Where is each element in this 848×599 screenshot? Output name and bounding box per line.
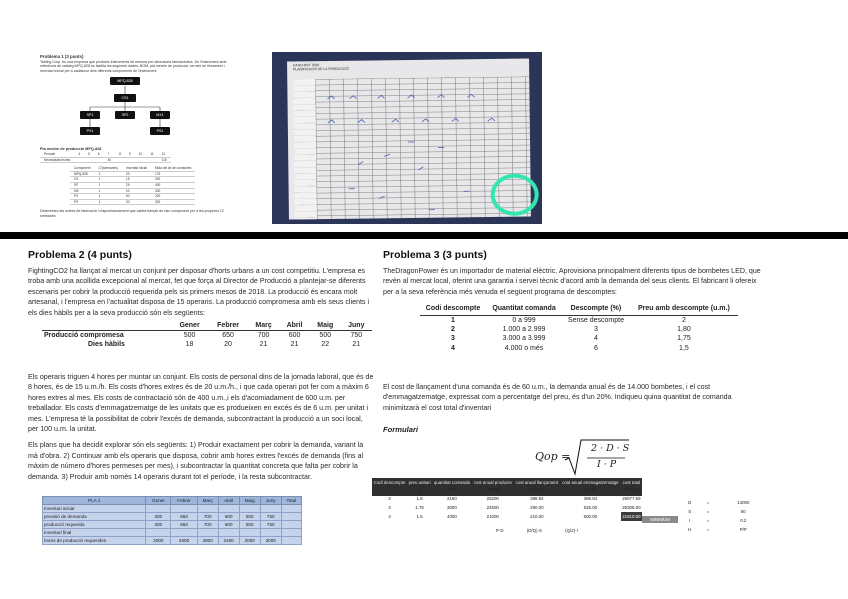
worksheet-header: CASO MST 2016	[293, 63, 320, 68]
table-cell: 28000	[486, 487, 499, 492]
table-cell: Necessitats brutes	[40, 157, 74, 163]
table-cell	[281, 521, 301, 529]
table-cell: 4	[74, 152, 84, 157]
table-cell: 4	[594, 335, 598, 343]
table-header: Juny	[260, 497, 281, 505]
table-cell: 4000	[447, 514, 457, 519]
table-cell: 0.2	[740, 518, 747, 523]
table-cell	[146, 157, 157, 163]
table-cell: 3	[388, 505, 391, 510]
divider-band	[0, 232, 848, 239]
table-cell: 22	[321, 341, 330, 348]
table-cell: 2	[451, 325, 455, 333]
table-cell: 1	[94, 188, 121, 194]
table-cell: Dies hàbils	[87, 341, 125, 348]
table-cell: 115	[158, 157, 171, 163]
table-header: Abril	[218, 497, 239, 505]
table-cell	[218, 505, 239, 513]
eoq-parameters	[680, 498, 770, 534]
table-row	[70, 166, 195, 171]
table-cell: 2600	[171, 537, 197, 545]
table-header: cost anual emmagatzematge	[562, 480, 619, 485]
problem2-body	[28, 372, 374, 488]
table-cell: 9	[125, 152, 135, 157]
table-cell: 15	[122, 177, 151, 183]
table-cell: 24500	[486, 505, 499, 510]
table-cell: CS	[70, 177, 94, 183]
worksheet-paper	[287, 59, 531, 220]
table-cell: 1.5	[416, 514, 423, 519]
table-cell: I	[689, 518, 691, 523]
table-header: Febrer	[208, 321, 248, 331]
worksheet-photo	[272, 52, 542, 224]
bom-node: SP2	[115, 111, 135, 119]
table-header	[42, 321, 171, 331]
table-cell: 750	[350, 332, 363, 339]
table-row	[43, 505, 302, 513]
minimum-badge: MINIMUM	[642, 516, 678, 523]
table-cell: 388.84	[530, 496, 544, 501]
table-cell-highlight: 21810.00	[622, 514, 641, 519]
table-cell: 21	[290, 341, 299, 348]
table-cell: 1.75	[415, 505, 424, 510]
table-cell: 6	[94, 152, 104, 157]
table-row	[372, 512, 642, 521]
worksheet-subheader: PLANIFICACIÓ DE LA PRODUCCIÓ	[293, 66, 349, 72]
table-row	[42, 340, 372, 349]
table-cell: 18	[185, 341, 194, 348]
table-cell	[74, 157, 84, 163]
table-cell: 10	[135, 152, 147, 157]
table-cell: 20	[122, 188, 151, 194]
table-row	[420, 334, 738, 343]
bom-node: PS1	[150, 127, 170, 135]
formula-lhs: Qop =	[535, 450, 571, 463]
table-cell: 525.00	[583, 505, 598, 510]
table-cell: 1,5	[679, 344, 689, 352]
eoq-spreadsheet	[372, 478, 770, 542]
table-header: Quantitat comanda	[486, 304, 562, 315]
table-header: Abril	[279, 321, 310, 331]
table-cell: 650	[171, 513, 197, 521]
table-cell: 500	[183, 332, 196, 339]
table-header: Març	[197, 497, 218, 505]
table-cell	[239, 529, 260, 537]
table-cell: 600	[288, 332, 301, 339]
table-cell: 300	[146, 513, 171, 521]
footer-formula: P·D	[496, 528, 504, 533]
table-cell: =	[706, 500, 710, 505]
plan1-spreadsheet	[42, 496, 302, 545]
table-cell: 3	[594, 325, 598, 333]
table-row	[372, 503, 642, 512]
table-header: Febrer	[171, 497, 197, 505]
table-header-row	[42, 321, 372, 331]
problem3-intro: TheDragonPower és un importador de material elèctric. Aprovisiona principalment diferents tipus de bombetes LED, que revèn al mercat local, oferint una garantia i servei tècnic d'acord amb la demanda del seus clients. El fabricant li ofereix per a la seva referència més venuda el següent programa de descomptes:	[383, 267, 761, 296]
table-cell: MPQ-828	[70, 171, 94, 177]
table-cell	[197, 529, 218, 537]
table-cell: =	[706, 518, 710, 523]
table-cell: 60	[740, 509, 746, 514]
table-cell: 3.000 a 3.999	[502, 335, 546, 343]
problem3-section	[383, 248, 763, 297]
table-header-row	[43, 497, 302, 505]
table-cell: Inventari final	[43, 529, 146, 537]
table-cell: H	[688, 527, 692, 532]
table-cell: 600	[218, 513, 239, 521]
table-cell: 1	[94, 171, 121, 177]
table-cell	[239, 505, 260, 513]
table-cell: 2	[388, 496, 391, 501]
table-cell	[218, 529, 239, 537]
table-header: Març	[248, 321, 279, 331]
eoq-table	[372, 480, 642, 521]
table-header: Component	[70, 166, 94, 171]
plan-table	[40, 152, 230, 205]
table-cell: 40	[104, 157, 116, 163]
table-header-row	[372, 480, 642, 485]
table-cell: Període	[40, 152, 74, 157]
footer-formula: (D/Q)·S	[526, 528, 542, 533]
problem1-thumbnail	[40, 55, 230, 225]
table-cell: 2	[418, 487, 421, 492]
table-row	[42, 331, 372, 341]
table-cell: 4	[388, 514, 391, 519]
problem2-title: Problema 2 (4 punts)	[28, 249, 132, 261]
bom-node: MX1	[150, 111, 170, 119]
table-cell: 21000	[486, 514, 499, 519]
table-cell: 2	[681, 316, 686, 324]
table-cell	[281, 537, 301, 545]
table-cell	[281, 505, 301, 513]
table-cell: 8	[115, 152, 125, 157]
table-cell: 200	[151, 194, 195, 200]
table-cell: 11	[146, 152, 157, 157]
table-cell: 199.80	[583, 487, 598, 492]
table-cell: 3000	[447, 505, 457, 510]
table-row	[680, 525, 770, 534]
table-cell	[94, 157, 104, 163]
table-cell: Sense descompte	[567, 316, 624, 324]
table-cell: 25305.00	[622, 505, 641, 510]
table-cell: 600	[218, 521, 239, 529]
table-row	[420, 315, 738, 325]
table-cell: 1,80	[677, 325, 691, 333]
table-header: preu unitari	[408, 480, 431, 485]
table-cell: Producció compromesa	[44, 332, 124, 339]
table-row	[43, 513, 302, 521]
table-header: LT(setmanes)	[94, 166, 121, 171]
table-cell	[281, 529, 301, 537]
table-cell: 1	[451, 316, 455, 324]
table-cell: 650	[171, 521, 197, 529]
table-header-row	[420, 304, 738, 315]
discount-table	[420, 304, 738, 353]
problem3-title: Problema 3 (3 punts)	[383, 249, 487, 261]
table-cell: 3	[451, 335, 455, 343]
table-row	[420, 325, 738, 334]
table-cell: 210.00	[530, 514, 544, 519]
table-cell: 0 a 999	[512, 316, 536, 324]
table-cell	[115, 157, 125, 163]
table-cell: 600.00	[583, 514, 598, 519]
table-cell: 1.8	[416, 496, 423, 501]
table-cell: 20	[224, 341, 232, 348]
table-cell: 300	[151, 188, 195, 194]
table-cell: 3000	[260, 537, 281, 545]
bom-tree	[40, 77, 230, 147]
table-header: Preu amb descompte (u.m.)	[630, 304, 738, 315]
table-cell: 29040.64	[622, 487, 641, 492]
problem3-body: El cost de llançament d'una comanda és de 60 u.m., la demanda anual és de 14.000 bombetes, i el cost d'emmagatzematge, expressat com a percentatge del preu, és d'un 20%. Indiqueu quina quantitat de comanda minimitzarà el cost total d'inventari	[383, 383, 732, 412]
table-header: Maig	[239, 497, 260, 505]
problem1-title: Problema 1 (3 punts)	[40, 54, 84, 59]
table-cell	[135, 157, 147, 163]
table-cell: 4	[451, 344, 455, 352]
table-cell	[146, 505, 171, 513]
table-cell: 300	[151, 177, 195, 183]
table-cell: 280.00	[530, 505, 544, 510]
table-cell: 5	[84, 152, 94, 157]
spreadsheet-footer	[496, 528, 646, 533]
problem2-costs: Els operaris triguen 4 hores per muntar un conjunt. Els costs de personal dins de la jornada laboral, que és de 8 hores, és de 15 u.m./h. Els costs d'hores extres és de 20 u.m./h., i que cada operari pot fer com a màxim 6 hores extres al mes. Els costs de contractació són de 400 u.m.,i els d'acomiadament de 600 u.m. per treballador. Els costs d'emmagatzematge de les unitats que es produeixen en excés és de 6 u.m. per unitat i mes. L'empresa té la possibilitat de cobrir l'excés de demanda, subcontractant la producció a un soci local, per 100 u.m. la unitat.	[28, 373, 374, 434]
problem2-section	[28, 248, 374, 318]
table-cell: 300	[146, 521, 171, 529]
table-cell: 750	[260, 521, 281, 529]
table-cell: P/P	[739, 527, 747, 532]
table-cell: 2160	[447, 496, 457, 501]
table-cell: 30	[122, 199, 151, 205]
table-row	[43, 537, 302, 545]
table-row	[372, 494, 642, 503]
table-cell	[146, 529, 171, 537]
problem2-table	[42, 321, 372, 349]
table-cell: 25200	[486, 496, 499, 501]
formula-denominator: I · P	[597, 459, 617, 470]
table-cell: PS	[70, 199, 94, 205]
table-header: cost anual producte	[473, 480, 512, 485]
footer-formula: (Q/2)·I	[565, 528, 578, 533]
problem2-intro: FightingCO2 ha llançat al mercat un conjunt per disposar d'horts urbans a un cost competitiu. L'empresa es troba amb una acollida excepcional al mercat, fet que força al Director de Producció a plantejar-se diferents escenaris per cobrir la producció requerida pels sis primers mesos de 2018. La producció és encara molt artesanal, i l'empresa en l'actualitat disposa de 15 operaris. La producció compromesa amb els seus clients i els dies hàbils per a la seva producció són els següents:	[28, 267, 370, 317]
table-cell: SP	[70, 182, 94, 188]
table-cell: Inventari inicial	[43, 505, 146, 513]
table-cell: MX	[70, 188, 94, 194]
formula-numerator: 2 · D · S	[591, 443, 630, 454]
table-cell: =	[706, 509, 710, 514]
table-row	[420, 344, 738, 353]
table-cell: producció requerida	[43, 521, 146, 529]
table-cell: 2800	[197, 537, 218, 545]
bom-node: CS1	[114, 94, 136, 102]
table-cell	[260, 505, 281, 513]
table-cell: 6	[594, 344, 598, 352]
table-cell: 21	[352, 341, 361, 348]
table-row	[372, 485, 642, 494]
table-row	[43, 529, 302, 537]
table-cell: 21	[259, 341, 268, 348]
table-row	[70, 199, 195, 205]
table-cell: 1	[94, 177, 121, 183]
table-cell: PX	[70, 194, 94, 200]
table-cell: 1.000 a 2.999	[502, 325, 546, 333]
table-cell	[171, 529, 197, 537]
bom-tree-lines	[40, 77, 230, 147]
problem1-intro: Testing Corp. és una empresa que produeix instruments de mesura per laboratoris farmacèutics. De l'instrument amb referència de catàleg MPQ-828 es facilita les següents dades: BOM, pla mestre de producció, termini de lliurament i inventari inicial per a cadascun dels diferents components de l'instrument.	[40, 59, 227, 73]
table-cell: 1	[388, 487, 391, 492]
table-cell: previsió de demanda	[43, 513, 146, 521]
table-header: quantitat comanda	[433, 480, 470, 485]
table-cell: 500	[239, 521, 260, 529]
table-cell: 750	[260, 513, 281, 521]
table-cell: S	[688, 509, 692, 514]
table-header: Gener	[146, 497, 171, 505]
table-header: Gener	[171, 321, 208, 331]
table-cell: 175	[151, 171, 195, 177]
table-header: Codi descompte	[420, 304, 486, 315]
table-cell	[84, 157, 94, 163]
table-cell: 20	[122, 171, 151, 177]
table-header: Inventari inicial	[122, 166, 151, 171]
table-row	[680, 516, 770, 525]
table-cell: 14000	[737, 500, 750, 505]
table-cell: 700	[197, 513, 218, 521]
bom-node: PX1	[80, 127, 100, 135]
table-row	[680, 507, 770, 516]
table-cell: 300	[151, 199, 195, 205]
problem1-task: Determineu les ordres de fabricació i d'aprovisionament que caldrà llançar de cisc component per a les properes 12 setmanes.	[40, 209, 224, 218]
table-cell: 2000	[146, 537, 171, 545]
plan-title: Pla mestre de producció MPQ-828	[40, 147, 102, 152]
table-cell: 1,75	[677, 335, 691, 343]
table-cell: 400	[151, 182, 195, 188]
table-header: Maig	[310, 321, 341, 331]
problem2-plans: Els plans que ha decidit explorar són els següents: 1) Produir exactament per cobrir la demanda, variant la mà d'obra. 2) Continuar amb els operaris que disposa, cobrir amb hores extres l'excés de demanda (fins al màxim de número d'hores permeses per mes), i subcontractar la quantitat concreta que falta per cobrir la demanda. 3) Produir amb nomès 14 operaris durant tot el període, i la resta subcontractar.	[28, 441, 364, 481]
table-header: Codi descompte	[373, 480, 406, 485]
table-row	[680, 498, 770, 507]
table-cell: 388.84	[583, 496, 598, 501]
table-cell: 12	[158, 152, 171, 157]
table-cell: 50	[122, 194, 151, 200]
table-header: Mida del lot de comandes	[151, 166, 195, 171]
table-cell: hores de producció requerides	[43, 537, 146, 545]
table-row	[43, 521, 302, 529]
components-table	[70, 166, 195, 205]
table-header: Juny	[341, 321, 372, 331]
table-row	[40, 157, 171, 163]
table-cell: 7	[104, 152, 116, 157]
table-header: cost total	[622, 480, 641, 485]
table-cell: 4.000 o més	[504, 344, 544, 352]
table-cell: =	[706, 527, 710, 532]
table-cell: 1	[94, 194, 121, 200]
table-header: Descompte (%)	[562, 304, 630, 315]
bom-node: SP1	[80, 111, 100, 119]
table-cell: 700	[197, 521, 218, 529]
table-cell	[171, 505, 197, 513]
table-cell	[197, 505, 218, 513]
table-cell	[125, 157, 135, 163]
table-cell: 700	[257, 332, 270, 339]
table-cell: 1	[94, 199, 121, 205]
bom-node-root: MPQ-828	[110, 77, 140, 85]
table-cell	[281, 513, 301, 521]
table-header: PLA 1	[43, 497, 146, 505]
table-cell: 650	[222, 332, 234, 339]
table-cell: D	[688, 500, 692, 505]
table-cell: 999	[448, 487, 456, 492]
table-cell: 25	[122, 182, 151, 188]
table-header: Total	[281, 497, 301, 505]
table-cell: 2000	[239, 537, 260, 545]
table-cell: 1	[94, 182, 121, 188]
formulari-label: Formulari	[383, 425, 419, 434]
table-cell: 500	[319, 332, 332, 339]
table-cell: 2400	[218, 537, 239, 545]
table-cell: 25977.69	[622, 496, 641, 501]
table-cell	[260, 529, 281, 537]
table-header: cost anual llançament	[515, 480, 559, 485]
table-cell: 840.84	[530, 487, 544, 492]
table-cell: 500	[239, 513, 260, 521]
